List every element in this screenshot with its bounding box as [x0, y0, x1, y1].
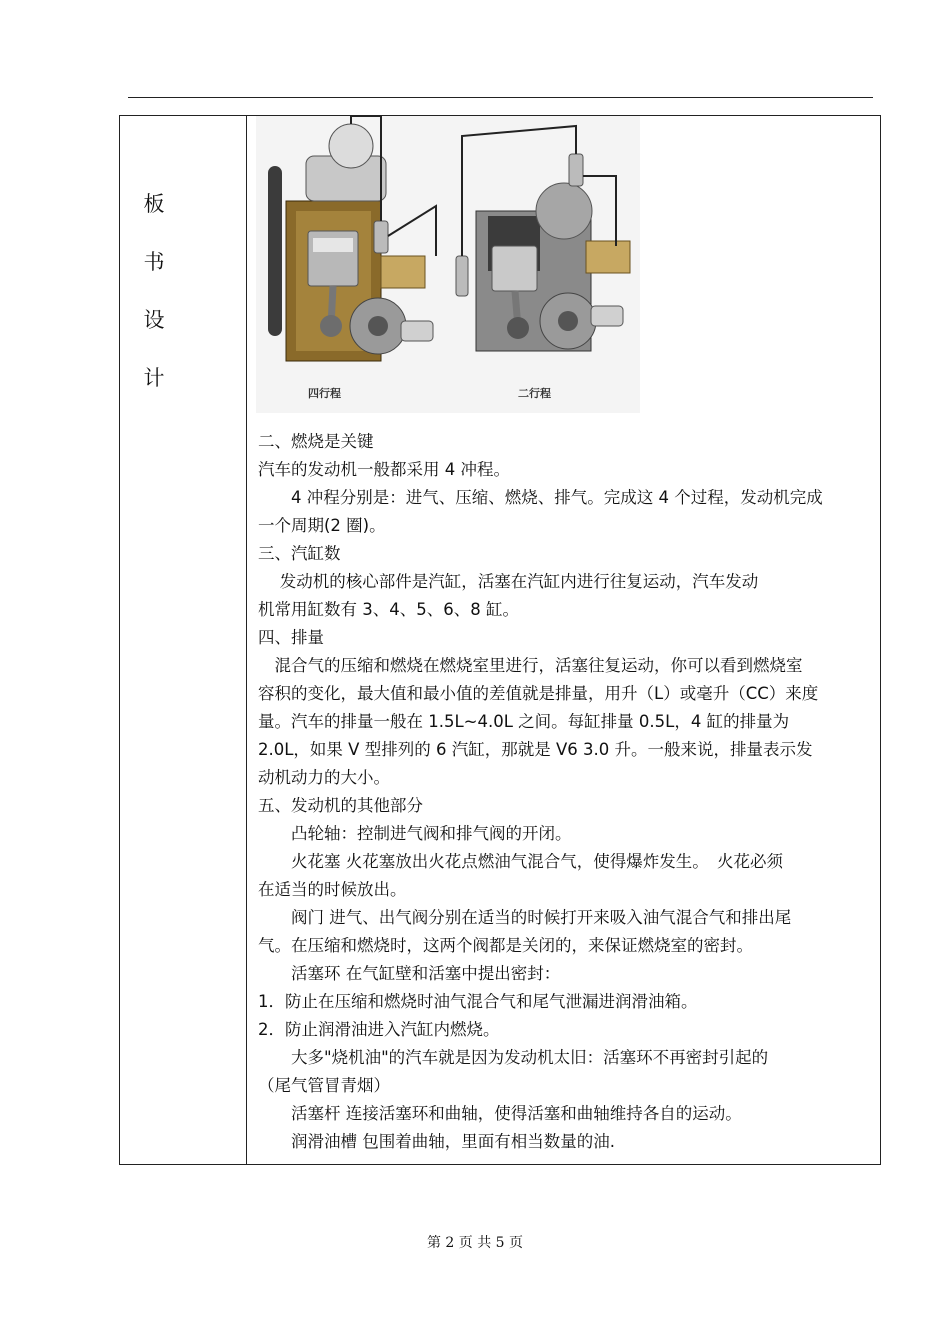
list-item: 2．防止润滑油进入汽缸内燃烧。 [258, 1020, 500, 1039]
paragraph-line: 活塞环 在气缸壁和活塞中提出密封： [258, 964, 561, 983]
two-stroke-caption: 二行程 [518, 387, 551, 400]
section-heading-combustion: 二、燃烧是关键 [258, 432, 374, 451]
paragraph-line: 火花塞 火花塞放出火花点燃油气混合气，使得爆炸发生。 火花必须 [258, 852, 783, 871]
paragraph-line: 凸轮轴：控制进气阀和排气阀的开闭。 [258, 824, 572, 843]
page-number-footer: 第 2 页 共 5 页 [426, 1235, 524, 1251]
label-char: 板 [143, 192, 165, 216]
board-design-table [119, 115, 881, 1165]
paragraph-line: 汽车的发动机一般都采用 4 冲程。 [258, 460, 510, 479]
paragraph-line: 2.0L，如果 V 型排列的 6 汽缸，那就是 V6 3.0 升。一般来说，排量表示发 [258, 740, 813, 759]
paragraph-line: 量。汽车的排量一般在 1.5L~4.0L 之间。每缸排量 0.5L，4 缸的排量为 [258, 712, 790, 731]
paragraph-line: 在适当的时候放出。 [258, 880, 407, 899]
section-heading-displacement: 四、排量 [258, 628, 324, 647]
label-char: 设 [143, 308, 165, 332]
board-design-label-cell [120, 116, 247, 1164]
section-heading-cylinders: 三、汽缸数 [258, 544, 341, 563]
paragraph-line: 一个周期(2 圈)。 [258, 516, 386, 535]
paragraph-line: 润滑油槽 包围着曲轴，里面有相当数量的油. [258, 1132, 615, 1151]
board-design-content-cell [248, 116, 880, 1164]
label-char: 书 [143, 250, 165, 274]
paragraph-line: 活塞杆 连接活塞环和曲轴，使得活塞和曲轴维持各自的运动。 [258, 1104, 742, 1123]
paragraph-line: 混合气的压缩和燃烧在燃烧室里进行，活塞往复运动，你可以看到燃烧室 [258, 656, 803, 675]
list-item: 1．防止在压缩和燃烧时油气混合气和尾气泄漏进润滑油箱。 [258, 992, 698, 1011]
engine-diagram-illustration [256, 116, 640, 413]
four-stroke-caption: 四行程 [308, 387, 341, 400]
label-char: 计 [143, 366, 165, 390]
paragraph-line: 4 冲程分别是：进气、压缩、燃烧、排气。完成这 4 个过程，发动机完成 [258, 488, 823, 507]
paragraph-line: 大多"烧机油"的汽车就是因为发动机太旧：活塞环不再密封引起的 [258, 1048, 769, 1067]
engine-diagram [256, 116, 640, 413]
paragraph-line: 容积的变化，最大值和最小值的差值就是排量，用升（L）或毫升（CC）来度 [258, 684, 819, 703]
paragraph-line: （尾气管冒青烟） [258, 1076, 390, 1095]
four-stroke-engine-illustration [268, 116, 436, 361]
paragraph-line: 动机动力的大小。 [258, 768, 390, 787]
header-rule [128, 97, 873, 98]
section-heading-other-parts: 五、发动机的其他部分 [258, 796, 423, 815]
paragraph-line: 阀门 进气、出气阀分别在适当的时候打开来吸入油气混合气和排出尾 [258, 908, 792, 927]
two-stroke-engine-illustration [456, 126, 630, 351]
paragraph-line: 发动机的核心部件是汽缸，活塞在汽缸内进行往复运动，汽车发动 [258, 572, 759, 591]
paragraph-line: 气。在压缩和燃烧时，这两个阀都是关闭的，来保证燃烧室的密封。 [258, 936, 753, 955]
paragraph-line: 机常用缸数有 3、4、5、6、8 缸。 [258, 600, 519, 619]
